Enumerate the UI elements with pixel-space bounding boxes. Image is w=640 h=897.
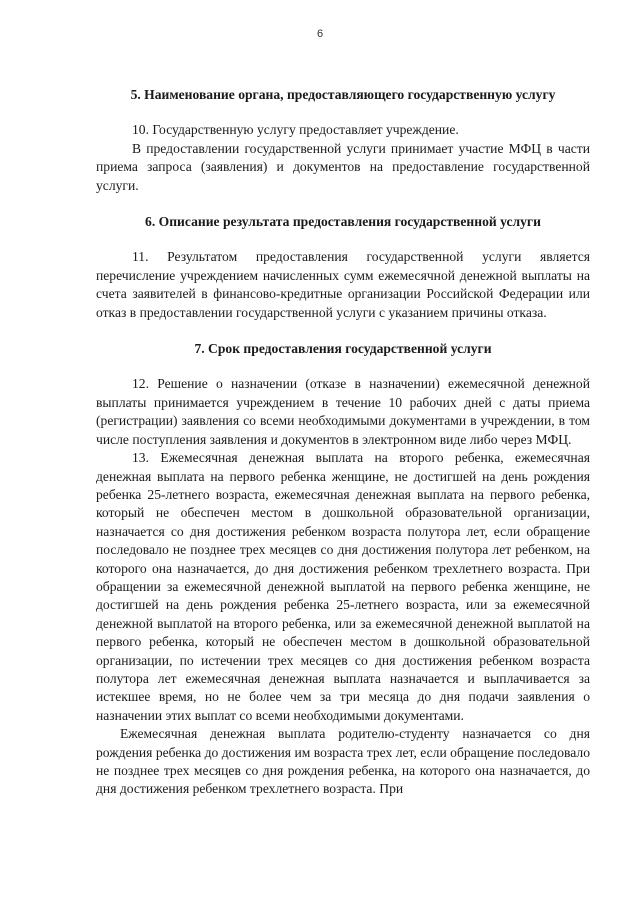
paragraph-12: 12. Решение о назначении (отказе в назначении) ежемесячной денежной выплаты принимается учреждением в течение 10 рабочих дней с даты приема (регистрации) заявления со всеми необходимыми документами в учреждении, в том числе поступления заявления и документов в электронном виде либо через МФЦ. bbox=[96, 376, 590, 447]
paragraph-11: 11. Результатом предоставления государственной услуги является перечисление учреждением начисленных сумм ежемесячной денежной выплаты на счета заявителей в финансово-кредитные организации Российской Федерации или отказ в предоставлении государственной услуги с указанием причины отказа. bbox=[96, 249, 590, 320]
section-6-heading: 6. Описание результата предоставления государственной услуги bbox=[145, 214, 541, 230]
paragraph-10-mfc: В предоставлении государственной услуги принимает участие МФЦ в части приема запроса (заявления) и документов на предоставление государственной услуги. bbox=[96, 140, 590, 193]
document-body bbox=[96, 86, 590, 799]
section-7-heading: 7. Срок предоставления государственной услуги bbox=[194, 341, 492, 357]
page-number: 6 bbox=[316, 28, 324, 40]
paragraph-13-student: Ежемесячная денежная выплата родителю-студенту назначается со дня рождения ребенка до достижения им возраста трех лет, если обращение последовало не позднее трех месяцев со дня рождения ребенка, на которого она назначается, до дня достижения ребенком трехлетнего возраста. При bbox=[96, 726, 590, 797]
paragraph-13: 13. Ежемесячная денежная выплата на второго ребенка, ежемесячная денежная выплата на первого ребенка женщине, не достигшей на день рождения ребенка 25-летнего возраста, ежемесячная денежная выплата на первого ребенка, который не обеспечен местом в дошкольной образовательной организации, назначается со дня достижения ребенком возраста полутора лет, если обращение последовало не позднее трех месяцев со дня достижения полутора лет ребенком, на которого она назначается, до дня достижения ребенком трехлетнего возраста. При обращении за ежемесячной денежной выплатой на первого ребенка женщине, не достигшей на день рождения ребенка 25-летнего возраста, или за ежемесячной денежной выплатой на второго ребенка, или за ежемесячной денежной выплатой на первого ребенка, который не обеспечен местом в дошкольной образовательной организации, по истечении трех месяцев со дня достижения ребенком возраста полутора лет ежемесячная денежная выплата назначается и выплачивается за истекшее время, но не более чем за три месяца до дня подачи заявления о назначении этих выплат со всеми необходимыми документами. bbox=[96, 450, 590, 723]
paragraph-10: 10. Государственную услугу предоставляет учреждение. bbox=[132, 122, 459, 138]
section-5-heading: 5. Наименование органа, предоставляющего государственную услугу bbox=[130, 87, 556, 102]
